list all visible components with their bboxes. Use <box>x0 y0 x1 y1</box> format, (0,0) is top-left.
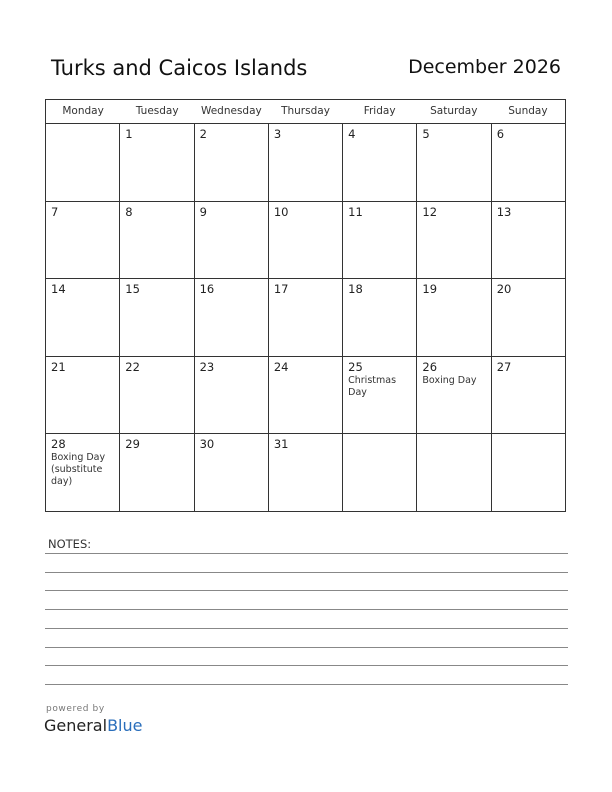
weekday-header: Thursday <box>281 105 330 117</box>
day-cell <box>491 202 565 279</box>
notes-line <box>45 553 568 554</box>
day-cell <box>342 202 416 279</box>
day-number: 10 <box>273 204 289 219</box>
day-cell <box>491 124 565 201</box>
day-number: 20 <box>496 282 512 296</box>
day-number: 9 <box>199 204 207 219</box>
week-row <box>46 202 565 280</box>
day-cell <box>46 202 119 279</box>
day-number: 30 <box>199 437 215 451</box>
day-cell <box>119 279 193 356</box>
day-cell <box>119 434 193 512</box>
day-number: 13 <box>496 204 512 219</box>
day-number: 2 <box>199 127 207 141</box>
day-number: 18 <box>348 282 363 296</box>
day-number: 23 <box>199 359 215 374</box>
day-cell <box>416 357 490 434</box>
day-number: 26 <box>422 359 438 374</box>
day-cell <box>194 434 268 512</box>
holiday-label: Boxing Day (substitute day) <box>51 452 106 487</box>
day-number: 24 <box>273 359 289 374</box>
day-cell <box>46 124 119 201</box>
day-cell <box>342 124 416 201</box>
day-number: 15 <box>125 282 140 296</box>
day-cell <box>268 434 342 512</box>
day-number: 5 <box>422 127 430 141</box>
notes-line <box>45 647 568 648</box>
day-cell <box>194 124 268 201</box>
day-cell <box>491 434 565 512</box>
day-cell <box>268 124 342 201</box>
holiday-label: Boxing Day <box>422 374 477 386</box>
notes-line <box>45 590 568 591</box>
day-cell <box>46 434 119 512</box>
day-number: 6 <box>496 127 505 141</box>
day-number: 19 <box>422 282 438 296</box>
day-cell <box>491 357 565 434</box>
notes-line <box>45 684 568 685</box>
calendar-country-title: Turks and Caicos Islands <box>51 56 308 80</box>
week-row <box>46 124 565 202</box>
notes-line <box>45 609 568 610</box>
weekday-header: Monday <box>62 105 104 117</box>
day-cell <box>268 279 342 356</box>
day-cell <box>268 357 342 434</box>
weekday-header-row <box>46 100 565 124</box>
day-cell <box>46 357 119 434</box>
notes-line <box>45 665 568 666</box>
day-cell <box>119 124 193 201</box>
day-cell <box>416 279 490 356</box>
day-number: 11 <box>348 204 363 219</box>
powered-by-label: powered by <box>46 704 105 714</box>
day-cell <box>119 202 193 279</box>
day-cell <box>119 357 193 434</box>
day-cell <box>342 357 416 434</box>
calendar-grid <box>45 99 566 512</box>
day-number: 29 <box>125 437 140 451</box>
notes-line <box>45 628 568 629</box>
generalblue-logo <box>44 716 142 735</box>
notes-line <box>45 572 568 573</box>
day-number: 31 <box>273 437 289 451</box>
day-cell <box>416 434 490 512</box>
weekday-header: Sunday <box>508 105 548 117</box>
week-row <box>46 357 565 435</box>
day-number: 12 <box>422 204 438 219</box>
day-cell <box>194 202 268 279</box>
week-row <box>46 434 565 512</box>
day-number: 1 <box>125 127 133 141</box>
day-cell <box>268 202 342 279</box>
day-cell <box>491 279 565 356</box>
day-cell <box>342 434 416 512</box>
logo-text-blue: Blue <box>107 716 143 735</box>
day-number: 21 <box>51 359 66 374</box>
week-row <box>46 279 565 357</box>
day-cell <box>194 357 268 434</box>
weekday-header: Wednesday <box>200 105 262 117</box>
day-number: 8 <box>125 204 133 219</box>
notes-label: NOTES: <box>48 537 92 551</box>
day-number: 16 <box>199 282 215 296</box>
day-cell <box>342 279 416 356</box>
calendar-month-title: December 2026 <box>408 56 561 78</box>
weekday-header: Friday <box>363 105 396 117</box>
day-number: 28 <box>51 437 66 451</box>
holiday-label: Christmas Day <box>348 374 397 398</box>
day-number: 4 <box>348 127 356 141</box>
weekday-header: Tuesday <box>135 105 179 117</box>
day-cell <box>416 124 490 201</box>
day-number: 25 <box>348 359 363 374</box>
day-number: 27 <box>496 359 512 374</box>
logo-text-general: General <box>44 716 108 735</box>
day-number: 7 <box>51 204 59 219</box>
day-number: 22 <box>125 359 140 374</box>
day-number: 17 <box>273 282 289 296</box>
day-number: 14 <box>51 282 66 296</box>
day-cell <box>194 279 268 356</box>
day-cell <box>416 202 490 279</box>
day-cell <box>46 279 119 356</box>
weekday-header: Saturday <box>430 105 478 117</box>
day-number: 3 <box>273 127 282 141</box>
